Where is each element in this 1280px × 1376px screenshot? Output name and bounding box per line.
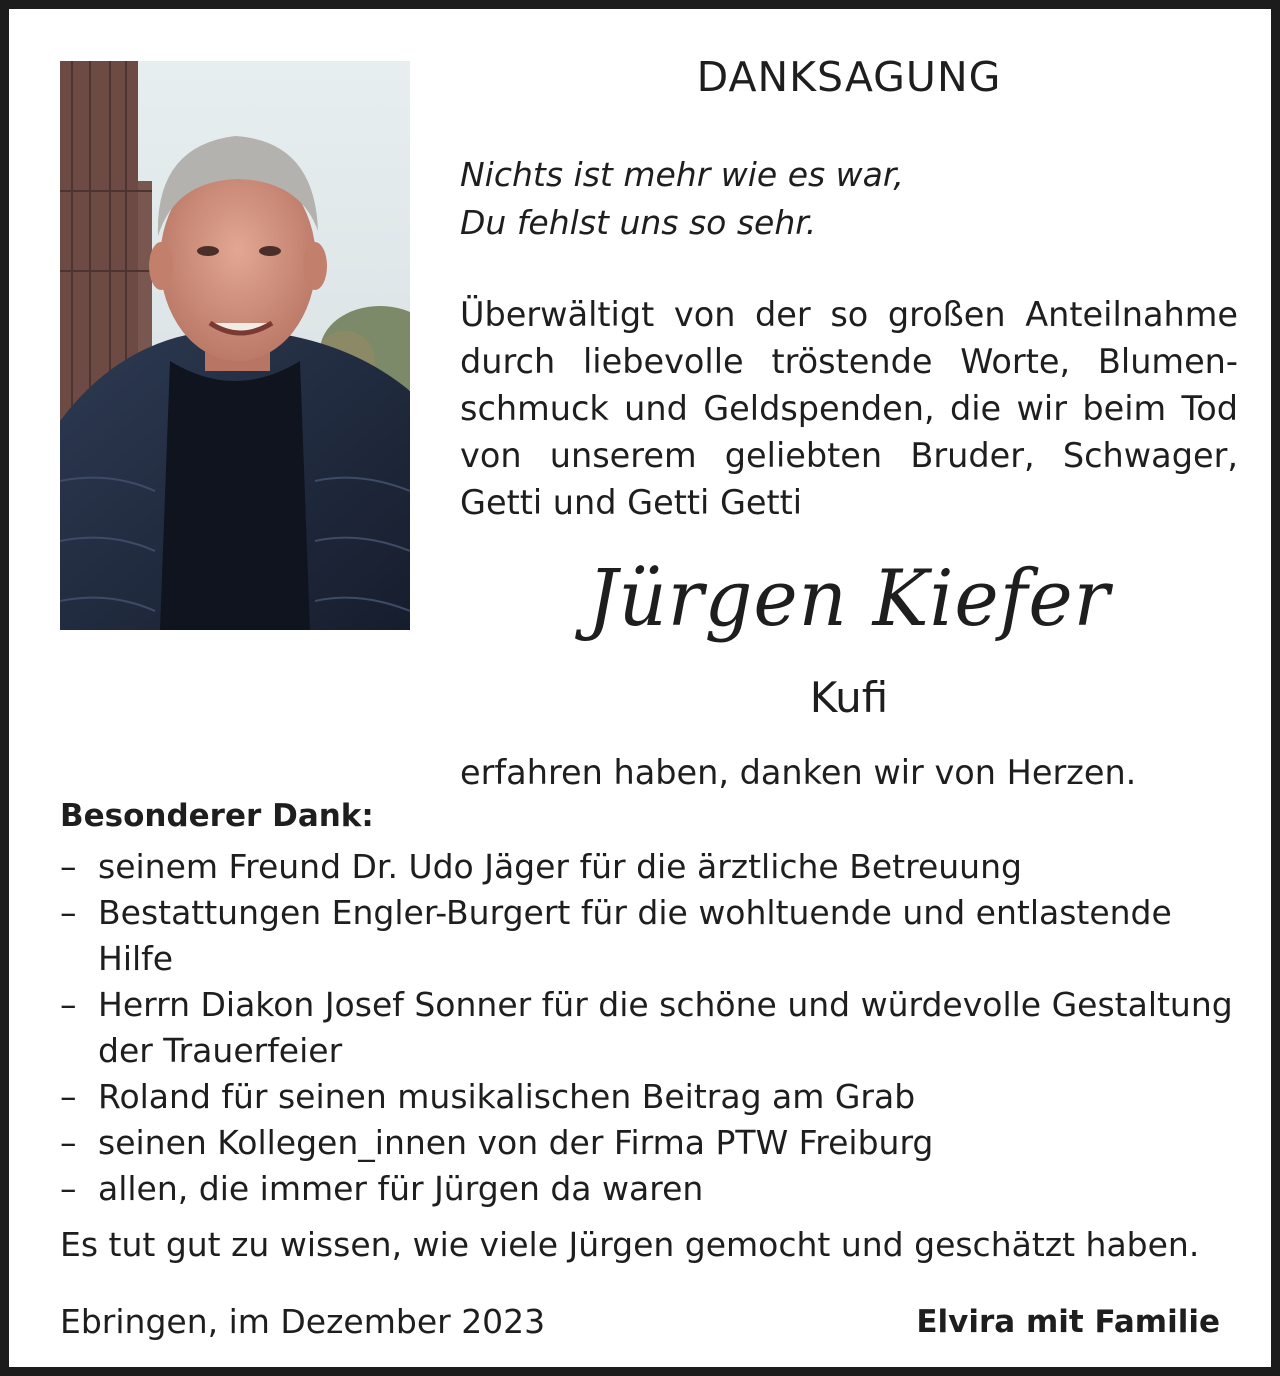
dash-bullet: – bbox=[60, 1123, 77, 1162]
list-item bbox=[60, 1120, 1240, 1166]
closing-sentence: Es tut gut zu wissen, wie viele Jürgen gemocht und geschätzt haben. bbox=[60, 1225, 1200, 1264]
notice-heading: DANKSAGUNG bbox=[696, 53, 1002, 101]
list-item-text: Bestattungen Engler-Burgert für die wohltuende und entlastende Hilfe bbox=[98, 893, 1172, 978]
special-thanks-list bbox=[60, 844, 1240, 1212]
portrait-illustration bbox=[60, 61, 410, 630]
deceased-name: Jürgen Kiefer bbox=[587, 554, 1111, 644]
dash-bullet: – bbox=[60, 985, 77, 1024]
signature: Elvira mit Familie bbox=[916, 1304, 1220, 1340]
list-item-text: seinen Kollegen_innen von der Firma PTW Freiburg bbox=[98, 1123, 934, 1162]
deceased-nickname: Kufi bbox=[809, 673, 889, 722]
verse-line: Du fehlst uns so sehr. bbox=[460, 203, 817, 242]
thanks-sentence: erfahren haben, danken wir von Herzen. bbox=[460, 753, 1137, 792]
intro-paragraph: Überwältigt von der so großen Anteilnahme durch liebevolle tröstende Worte, Blumen-schmuck und Geldspenden, die wir beim Tod von unserem geliebten Bruder, Schwager, Getti und Getti Getti bbox=[460, 295, 1238, 522]
list-item-text: Roland für seinen musikalischen Beitrag am Grab bbox=[98, 1077, 916, 1116]
dash-bullet: – bbox=[60, 1169, 77, 1208]
list-item-text: Herrn Diakon Josef Sonner für die schöne und würdevolle Gestaltung der Trauerfeier bbox=[98, 985, 1233, 1070]
verse-line: Nichts ist mehr wie es war, bbox=[460, 155, 904, 194]
list-item bbox=[60, 1166, 1240, 1212]
list-item bbox=[60, 890, 1240, 982]
list-item-text: seinem Freund Dr. Udo Jäger für die ärztliche Betreuung bbox=[98, 847, 1022, 886]
dash-bullet: – bbox=[60, 1077, 77, 1116]
list-item bbox=[60, 844, 1240, 890]
list-item-text: allen, die immer für Jürgen da waren bbox=[98, 1169, 704, 1208]
dash-bullet: – bbox=[60, 893, 77, 932]
list-item bbox=[60, 1074, 1240, 1120]
place-date: Ebringen, im Dezember 2023 bbox=[60, 1302, 546, 1341]
list-item bbox=[60, 982, 1240, 1074]
dash-bullet: – bbox=[60, 847, 77, 886]
portrait-photo bbox=[60, 61, 410, 630]
special-thanks-title: Besonderer Dank: bbox=[60, 798, 374, 834]
memorial-verse bbox=[460, 151, 1238, 247]
